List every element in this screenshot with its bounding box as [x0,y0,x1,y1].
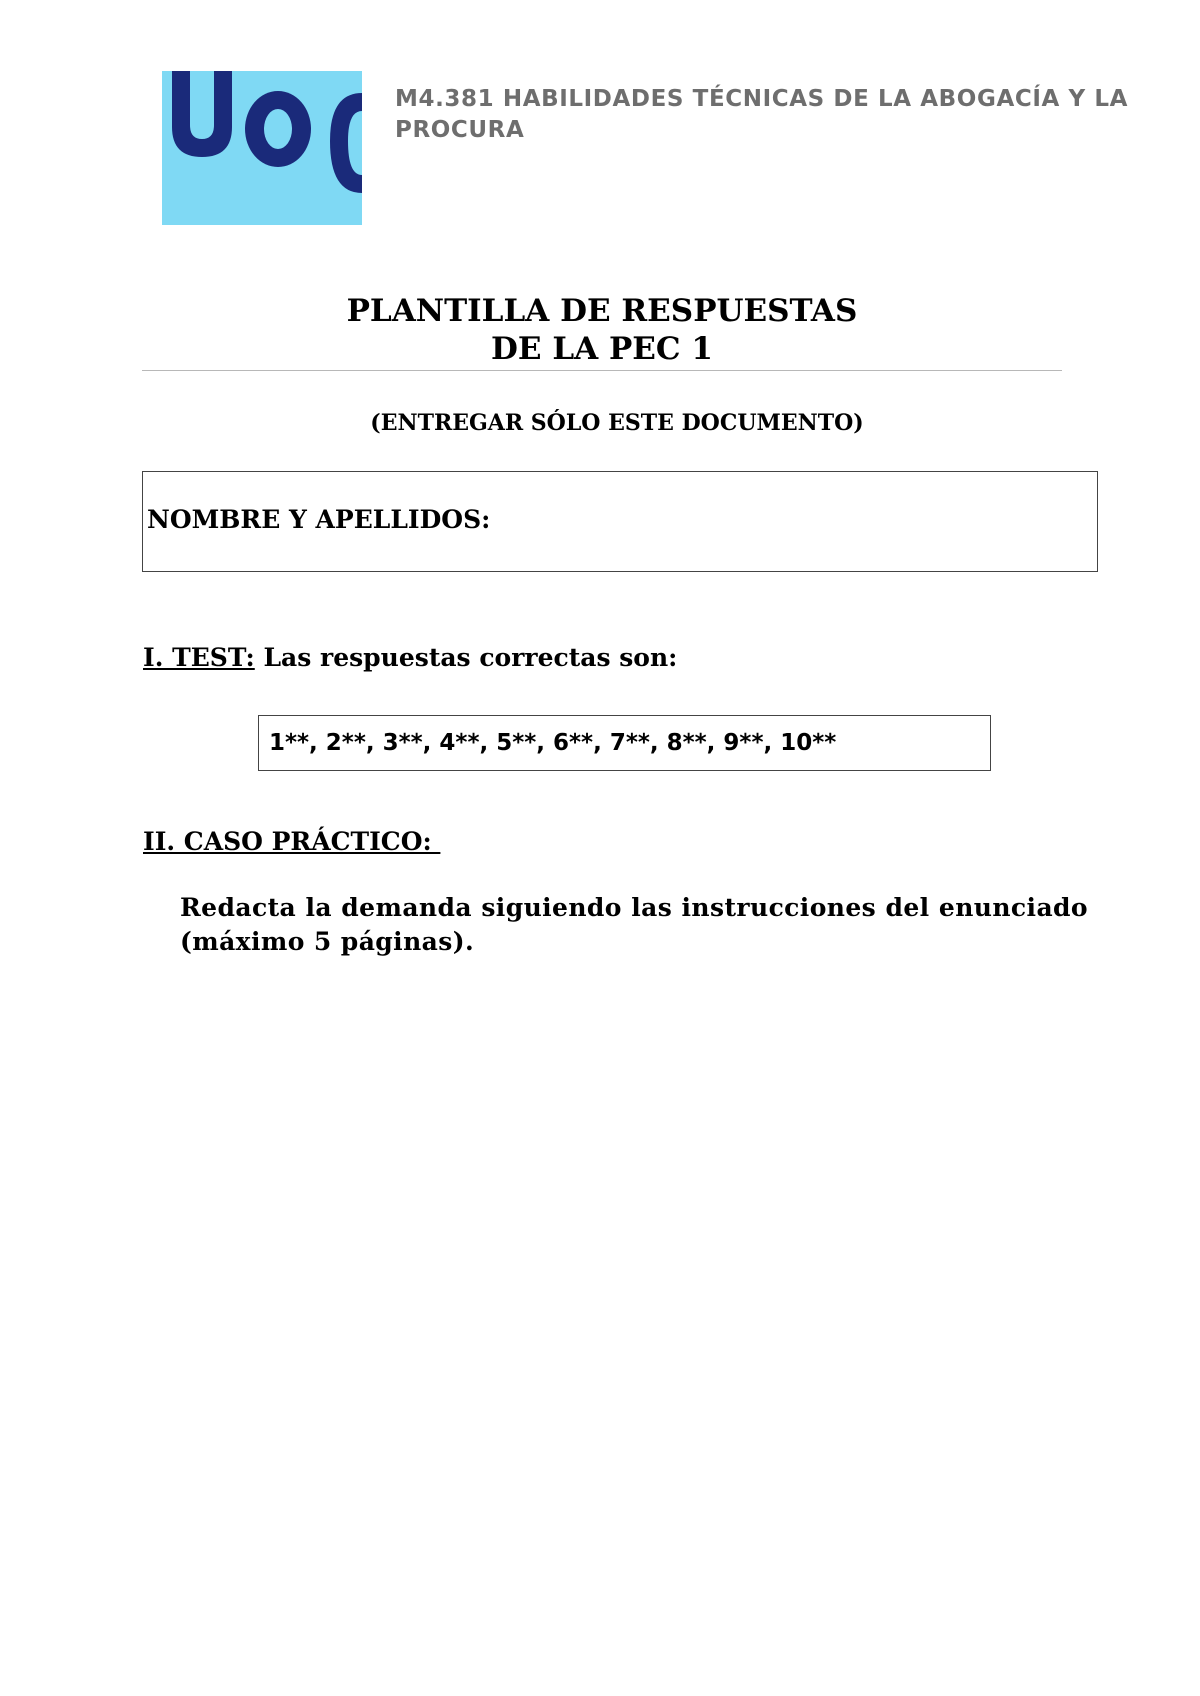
title-divider [142,370,1062,371]
name-field-box[interactable] [142,471,1098,572]
title-line-1: PLANTILLA DE RESPUESTAS [346,293,858,329]
course-title: M4.381 HABILIDADES TÉCNICAS DE LA ABOGACÍA Y LA PROCURA [395,86,1129,143]
test-section-heading [143,642,677,674]
case-heading-label: II. CASO PRÁCTICO: [143,827,441,856]
answers-text: 1**, 2**, 3**, 4**, 5**, 6**, 7**, 8**, 9**, 10** [269,730,837,756]
test-heading-label: I. TEST: [143,643,255,672]
case-section-heading [143,826,440,858]
uoc-logo-icon [162,71,362,225]
page-title [142,292,1062,368]
answers-box[interactable] [258,715,991,771]
test-intro-text: Las respuestas correctas son: [254,643,678,672]
title-line-2: DE LA PEC 1 [491,331,713,367]
case-instructions-text: Redacta la demanda siguiendo las instrucciones del enunciado (máximo 5 páginas). [180,893,1088,956]
name-label: NOMBRE Y APELLIDOS: [147,505,491,534]
instruction-text: (ENTREGAR SÓLO ESTE DOCUMENTO) [370,410,864,436]
